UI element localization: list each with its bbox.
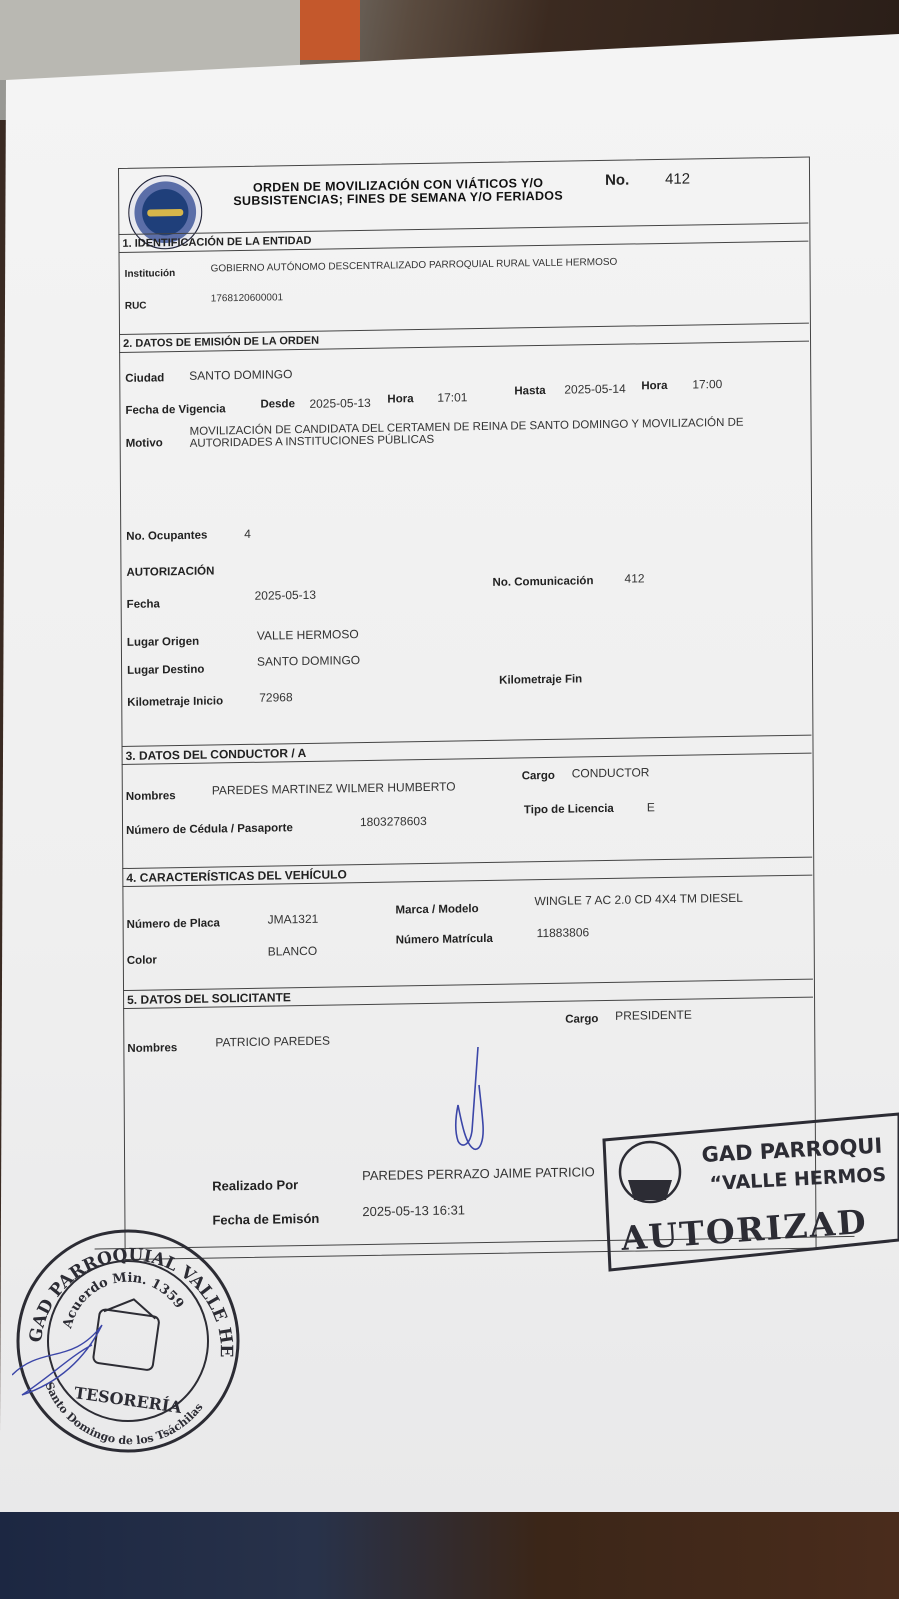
rect-stamp-line3: AUTORIZAD: [619, 1201, 869, 1258]
origen-label: Lugar Origen: [126, 635, 200, 649]
marca-value: WINGLE 7 AC 2.0 CD 4X4 TM DIESEL: [534, 890, 744, 909]
conductor-cargo-value: CONDUCTOR: [571, 765, 650, 781]
form-header: [118, 157, 808, 234]
comunicacion-label: No. Comunicación: [492, 575, 594, 589]
desde-hora-value: 17:01: [437, 390, 468, 405]
desde-label: Desde: [260, 398, 296, 411]
coat-of-arms-icon: [93, 1309, 160, 1371]
placa-label: Número de Placa: [126, 917, 220, 931]
fecha-emision-value: 2025-05-13 16:31: [362, 1202, 466, 1220]
solicitante-cargo-label: Cargo: [565, 1013, 599, 1026]
color-value: BLANCO: [267, 943, 318, 959]
ciudad-label: Ciudad: [125, 372, 165, 385]
section-title: 4. CARACTERÍSTICAS DEL VEHÍCULO: [122, 858, 812, 887]
hasta-hora-label: Hora: [641, 379, 668, 393]
hora-label: Hora: [387, 393, 414, 406]
ruc-label: RUC: [124, 300, 147, 312]
section-vehiculo: [122, 857, 813, 979]
hasta-label: Hasta: [514, 384, 546, 398]
comunicacion-value: 412: [624, 571, 645, 586]
solicitante-nombres-value: PATRICIO PAREDES: [215, 1033, 331, 1050]
ocupantes-label: No. Ocupantes: [126, 529, 208, 543]
realizado-value: PAREDES PERRAZO JAIME PATRICIO: [362, 1164, 595, 1184]
realizado-label: Realizado Por: [212, 1177, 299, 1194]
marca-label: Marca / Modelo: [395, 903, 479, 917]
color-label: Color: [126, 954, 157, 967]
motivo-label: Motivo: [125, 437, 163, 450]
solicitante-cargo-value: PRESIDENTE: [615, 1007, 692, 1023]
round-treasury-stamp: [12, 1225, 244, 1457]
matricula-value: 11883806: [536, 925, 590, 941]
conductor-cargo-label: Cargo: [521, 769, 555, 783]
section-conductor: [122, 735, 812, 843]
rect-stamp-line1: GAD PARROQUI: [701, 1133, 883, 1167]
section-title: 1. IDENTIFICACIÓN DE LA ENTIDAD: [118, 224, 808, 253]
destino-label: Lugar Destino: [127, 663, 205, 677]
background-orange-object: [300, 0, 360, 60]
origen-value: VALLE HERMOSO: [256, 627, 359, 643]
institucion-label: Institución: [124, 268, 176, 280]
rect-stamp-line2: “VALLE HERMOS: [709, 1163, 887, 1195]
conductor-nombres-label: Nombres: [125, 790, 176, 803]
km-fin-label: Kilometraje Fin: [499, 673, 583, 687]
round-stamp-bottom: Santo Domingo de los Tsáchilas: [42, 1380, 206, 1448]
matricula-label: Número Matrícula: [395, 932, 493, 947]
ruc-value: 1768120600001: [210, 292, 284, 305]
round-stamp-subtext: Acuerdo Min. 1359: [60, 1270, 187, 1331]
section-title: 5. DATOS DEL SOLICITANTE: [123, 980, 813, 1009]
destino-value: SANTO DOMINGO: [256, 653, 361, 669]
licencia-value: E: [646, 800, 655, 815]
handwritten-signature: [450, 1045, 500, 1155]
fecha-emision-label: Fecha de Emisón: [212, 1210, 320, 1228]
round-stamp-text: GAD PARROQUIAL VALLE HERMOSO: [25, 1245, 236, 1358]
conductor-nombres-value: PAREDES MARTINEZ WILMER HUMBERTO: [211, 779, 456, 798]
placa-value: JMA1321: [267, 911, 319, 927]
cedula-label: Número de Cédula / Pasaporte: [126, 822, 293, 837]
desde-value: 2025-05-13: [309, 395, 371, 411]
fecha-label: Fecha: [126, 598, 160, 611]
institucion-value: GOBIERNO AUTÓNOMO DESCENTRALIZADO PARROQUIAL RURAL VALLE HERMOSO: [210, 256, 618, 275]
document-title: ORDEN DE MOVILIZACIÓN CON VIÁTICOS Y/O SUBSISTENCIAS; FINES DE SEMANA Y/O FERIADOS: [233, 175, 563, 209]
ocupantes-value: 4: [244, 526, 251, 541]
vigencia-label: Fecha de Vigencia: [125, 403, 226, 417]
cedula-value: 1803278603: [359, 813, 427, 830]
section-emision: [119, 323, 811, 735]
authorized-stamp: [600, 1110, 899, 1275]
ciudad-value: SANTO DOMINGO: [189, 367, 293, 383]
solicitante-nombres-label: Nombres: [127, 1042, 178, 1055]
fecha-value: 2025-05-13: [254, 587, 317, 603]
km-inicio-label: Kilometraje Inicio: [127, 695, 224, 709]
km-inicio-value: 72968: [259, 690, 293, 705]
hasta-value: 2025-05-14: [564, 381, 626, 397]
motivo-value: MOVILIZACIÓN DE CANDIDATA DEL CERTAMEN DE REINA DE SANTO DOMINGO Y MOVILIZACIÓN DE AUTORIDADES A INSTITUCIONES PÚBLICAS: [189, 416, 744, 450]
order-number-value: 412: [664, 170, 691, 188]
order-number-label: No.: [605, 171, 630, 189]
section-title: 2. DATOS DE EMISIÓN DE LA ORDEN: [119, 324, 809, 353]
key-icon: [147, 209, 183, 217]
section-entidad: [118, 223, 808, 327]
round-stamp-center: TESORERÍA: [72, 1383, 183, 1418]
licencia-label: Tipo de Licencia: [523, 802, 614, 817]
autorizacion-label: AUTORIZACIÓN: [126, 565, 215, 579]
hasta-hora-value: 17:00: [692, 377, 723, 392]
background-table: [0, 1500, 899, 1599]
section-title: 3. DATOS DEL CONDUCTOR / A: [122, 736, 812, 765]
